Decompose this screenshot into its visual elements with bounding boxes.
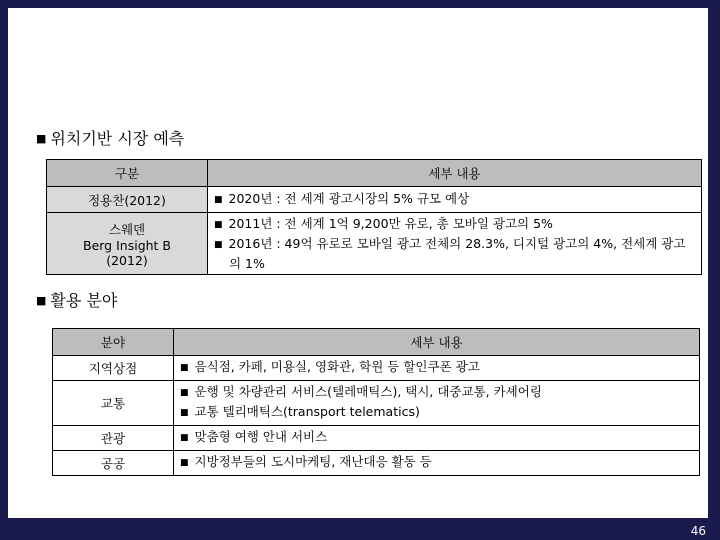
column-header: 세부 내용 [174,329,700,356]
square-bullet-icon: ■ [180,363,189,373]
table-row [53,356,700,381]
slide-content-area [8,8,708,518]
row-label [47,213,208,275]
square-bullet-icon: ■ [36,132,47,145]
row-label: 공공 [53,451,174,476]
row-label-text: 정용찬(2012) [88,192,166,208]
section-heading-text: 위치기반 시장 예측 [50,129,185,148]
bullet-text: 지방정부들의 도시마케팅, 재난대응 활동 등 [194,454,432,469]
row-label: 교통 [53,381,174,426]
bullet-text: 2016년 : 49억 유로로 모바일 광고 전체의 28.3%, 디지털 광고의 4%, 전세계 광고의 1% [228,236,686,271]
table-row [47,187,702,213]
column-header: 분야 [53,329,174,356]
bullet-text: 2020년 : 전 세계 광고시장의 5% 규모 예상 [228,190,470,206]
applications-table [52,328,700,476]
row-label-text: Berg Insight B [83,237,171,253]
table-header-row [47,160,702,187]
bullet-text: 맞춤형 여행 안내 서비스 [194,429,328,444]
bullet-text: 운행 및 차량관리 서비스(텔레매틱스), 택시, 대중교통, 카셰어링 [194,384,542,399]
table-header-row [53,329,700,356]
row-label: 지역상점 [53,356,174,381]
row-content [208,213,702,275]
square-bullet-icon: ■ [36,294,47,307]
square-bullet-icon: ■ [180,433,189,443]
row-label [47,187,208,213]
table-row [53,451,700,476]
row-content [174,381,700,426]
bullet-text: 교통 텔리매틱스(transport telematics) [194,404,420,419]
row-label-text: 스웨덴 [108,221,146,237]
section-heading-forecast [36,126,184,149]
square-bullet-icon: ■ [180,388,189,398]
table-row [47,213,702,275]
square-bullet-icon: ■ [180,458,189,468]
table-row [53,381,700,426]
row-label: 관광 [53,426,174,451]
section-heading-applications [36,288,117,311]
bullet-text: 2011년 : 전 세계 1억 9,200만 유로, 총 모바일 광고의 5% [228,216,553,231]
row-content [174,356,700,381]
forecast-table [46,159,702,275]
row-content [208,187,702,213]
column-header: 구분 [47,160,208,187]
column-header: 세부 내용 [208,160,702,187]
table-row [53,426,700,451]
square-bullet-icon: ■ [214,220,223,230]
square-bullet-icon: ■ [214,194,223,205]
square-bullet-icon: ■ [214,240,223,250]
row-content [174,451,700,476]
bullet-text: 음식점, 카페, 미용실, 영화관, 학원 등 할인쿠폰 광고 [194,359,480,374]
square-bullet-icon: ■ [180,408,189,418]
section-heading-text: 활용 분야 [50,291,118,310]
row-label-text: (2012) [106,252,148,268]
row-content [174,426,700,451]
page-number: 46 [690,524,706,538]
